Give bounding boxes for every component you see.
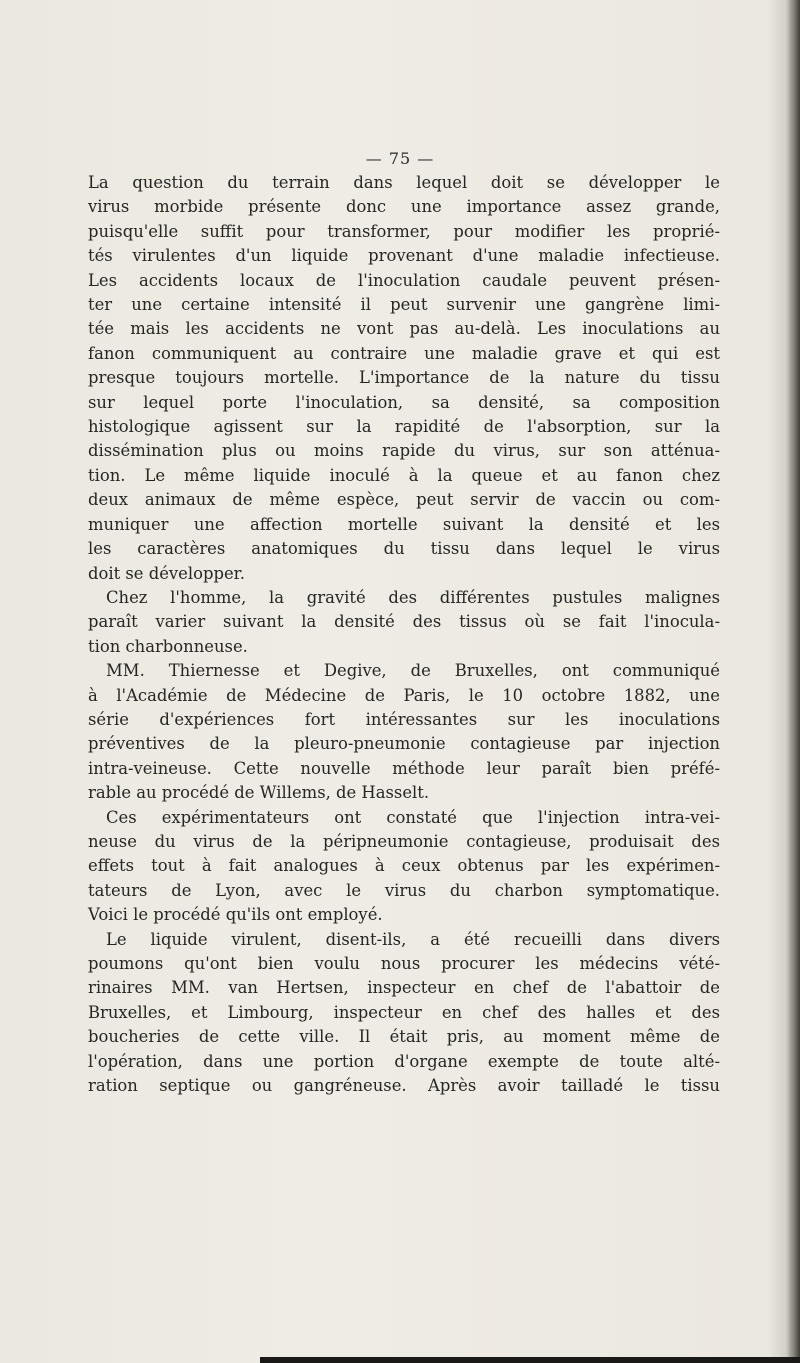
text-line: paraît varier suivant la densité des tissus où se fait l'inocula- <box>88 612 720 632</box>
text-line: histologique agissent sur la rapidité de l'absorption, sur la <box>88 417 720 437</box>
text-line: ration septique ou gangréneuse. Après avoir tailladé le tissu <box>88 1076 720 1096</box>
paragraph <box>88 659 720 805</box>
text-line: dissémination plus ou moins rapide du virus, sur son atténua- <box>88 441 720 461</box>
text-line: MM. Thiernesse et Degive, de Bruxelles, ont communiqué <box>106 661 720 681</box>
page-edge-shadow <box>786 0 800 1363</box>
text-line: puisqu'elle suffit pour transformer, pour modifier les proprié- <box>88 221 720 241</box>
text-line: Les accidents locaux de l'inoculation caudale peuvent présen- <box>88 270 720 290</box>
text-line: La question du terrain dans lequel doit se développer le <box>88 173 720 192</box>
text-line: effets tout à fait analogues à ceux obtenus par les expérimen- <box>88 856 720 876</box>
text-line: tée mais les accidents ne vont pas au-delà. Les inoculations au <box>88 319 720 339</box>
paragraph <box>88 928 720 1099</box>
text-line: Voici le procédé qu'ils ont employé. <box>88 905 383 925</box>
text-line: rable au procédé de Willems, de Hasselt. <box>88 783 430 803</box>
text-line: tion charbonneuse. <box>88 636 248 656</box>
page-bottom-edge <box>260 1357 800 1363</box>
text-line: les caractères anatomiques du tissu dans lequel le virus <box>88 539 720 559</box>
text-line: presque toujours mortelle. L'importance de la nature du tissu <box>88 368 720 388</box>
text-line: boucheries de cette ville. Il était pris, au moment même de <box>88 1027 720 1047</box>
text-line: rinaires MM. van Hertsen, inspecteur en chef de l'abattoir de <box>88 978 720 998</box>
text-line: intra-veineuse. Cette nouvelle méthode leur paraît bien préfé- <box>88 758 720 778</box>
text-line: neuse du virus de la péripneumonie contagieuse, produisait des <box>88 831 720 851</box>
text-line: Ces expérimentateurs ont constaté que l'injection intra-vei- <box>106 807 720 827</box>
text-line: série d'expériences fort intéressantes sur les inoculations <box>88 709 720 729</box>
text-line: muniquer une affection mortelle suivant la densité et les <box>88 514 720 534</box>
text-line: Bruxelles, et Limbourg, inspecteur en chef des halles et des <box>88 1002 720 1022</box>
text-line: préventives de la pleuro-pneumonie contagieuse par injection <box>88 734 720 754</box>
body-text <box>88 171 720 1098</box>
text-line: tateurs de Lyon, avec le virus du charbon symptomatique. <box>88 880 720 900</box>
text-line: virus morbide présente donc une importance assez grande, <box>88 197 720 217</box>
text-line: l'opération, dans une portion d'organe exempte de toute alté- <box>88 1051 720 1071</box>
text-line: ter une certaine intensité il peut survenir une gangrène limi- <box>88 295 720 315</box>
text-line: tion. Le même liquide inoculé à la queue et au fanon chez <box>88 465 720 485</box>
paragraph <box>88 586 720 659</box>
text-line: à l'Académie de Médecine de Paris, le 10 octobre 1882, une <box>88 685 720 705</box>
text-line: tés virulentes d'un liquide provenant d'une maladie infectieuse. <box>88 246 720 266</box>
text-line: Le liquide virulent, disent-ils, a été recueilli dans divers <box>106 929 720 949</box>
paragraph <box>88 171 720 586</box>
text-line: poumons qu'ont bien voulu nous procurer les médecins vété- <box>88 954 720 973</box>
text-line: doit se développer. <box>88 563 245 583</box>
text-line: deux animaux de même espèce, peut servir de vaccin ou com- <box>88 490 720 510</box>
paragraph <box>88 806 720 928</box>
text-line: Chez l'homme, la gravité des différentes pustules malignes <box>106 587 720 607</box>
text-line: sur lequel porte l'inoculation, sa densité, sa composition <box>88 392 720 412</box>
page-number: — 75 — <box>365 149 435 168</box>
text-line: fanon communiquent au contraire une maladie grave et qui est <box>88 343 720 363</box>
